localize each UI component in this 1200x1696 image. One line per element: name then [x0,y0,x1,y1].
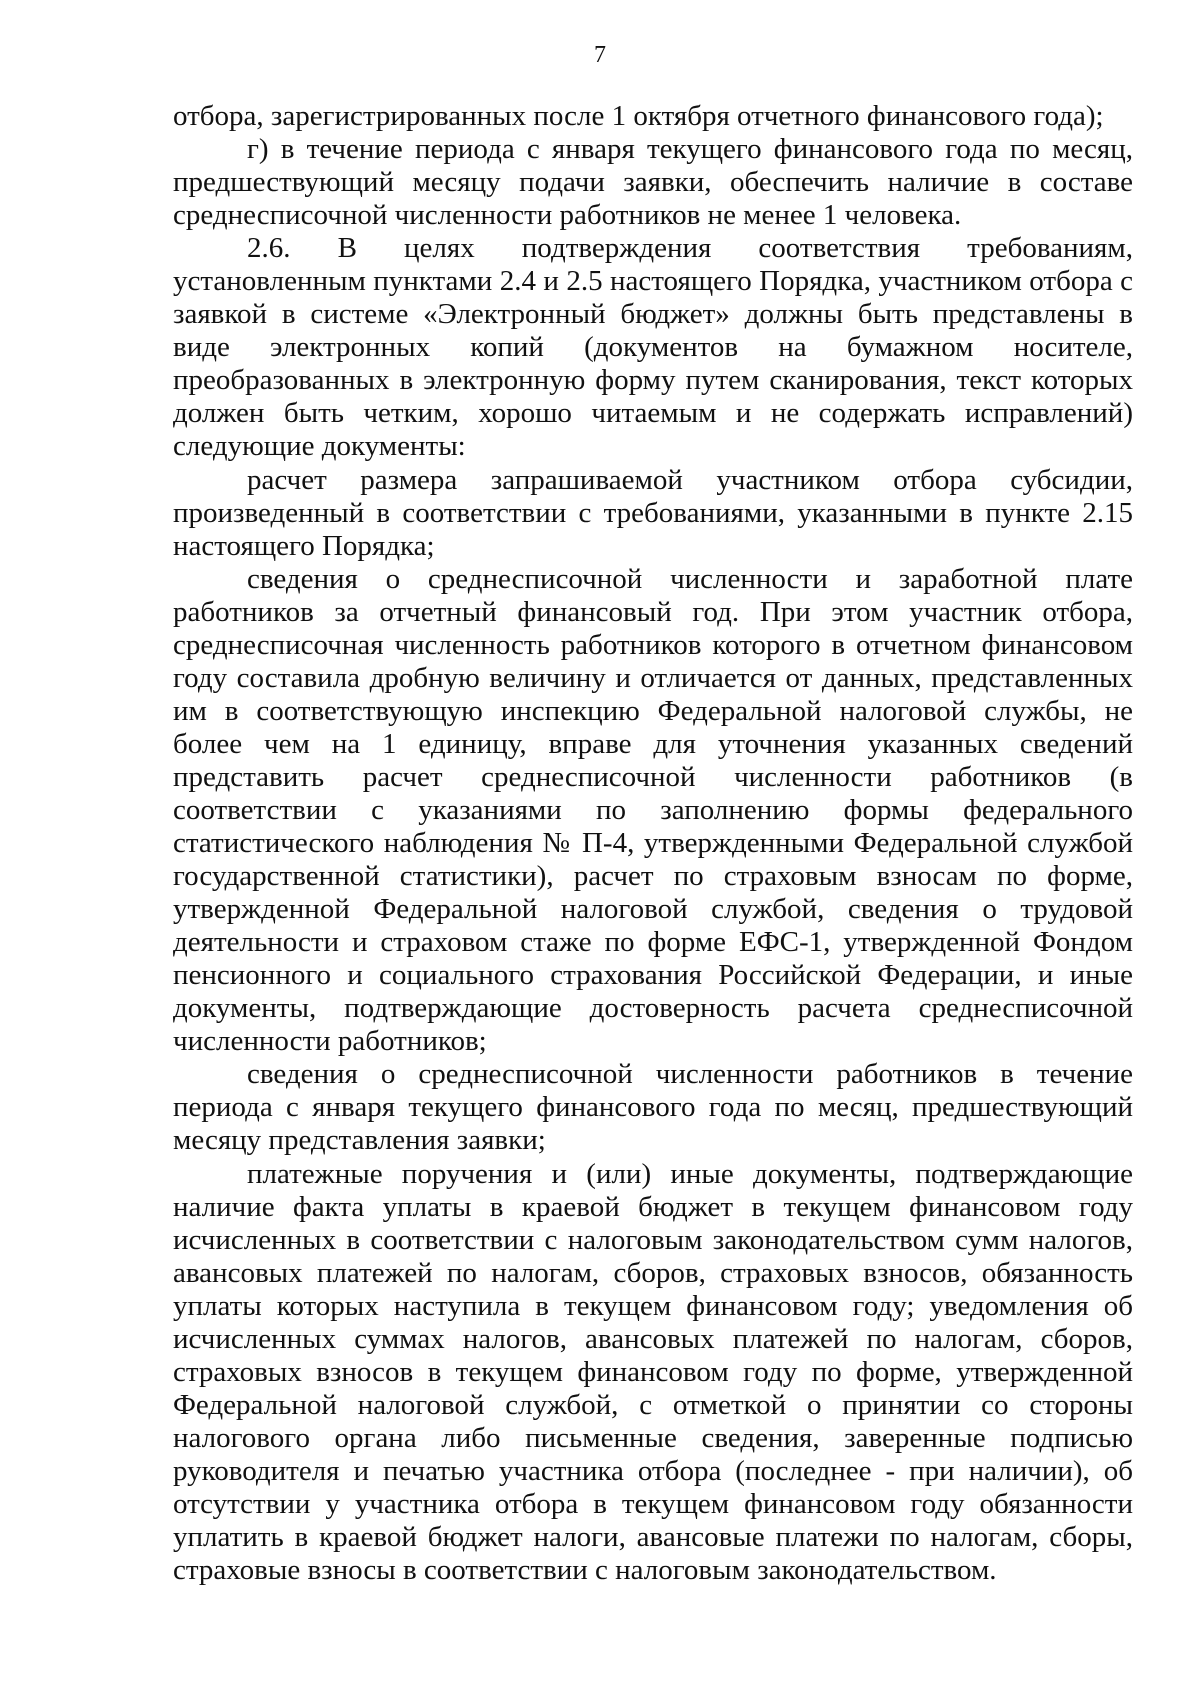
paragraph-headcount-current: сведения о среднесписочной численности работников в течение периода с января текущего финансового года по месяц, предшествующий месяцу представления заявки; [173,1058,1133,1157]
paragraph-item-g: г) в течение периода с января текущего финансового года по месяц, предшествующий месяцу подачи заявки, обеспечить наличие в составе среднесписочной численности работников не менее 1 человека. [173,133,1133,232]
document-body [173,100,1133,1587]
paragraph-payment-orders: платежные поручения и (или) иные документы, подтверждающие наличие факта уплаты в краевой бюджет в текущем финансовом году исчисленных в соответствии с налоговым законодательством сумм налогов, авансовых платежей по налогам, сборов, страховых взносов, обязанность уплаты которых наступила в текущем финансовом году; уведомления об исчисленных суммах налогов, авансовых платежей по налогам, сборов, страховых взносов в текущем финансовом году по форме, утвержденной Федеральной налоговой службой, с отметкой о принятии со стороны налогового органа либо письменные сведения, заверенные подписью руководителя и печатью участника отбора (последнее - при наличии), об отсутствии у участника отбора в текущем финансовом году обязанности уплатить в краевой бюджет налоги, авансовые платежи по налогам, сборы, страховые взносы в соответствии с налоговым законодательством. [173,1157,1133,1587]
paragraph-clause-2-6: 2.6. В целях подтверждения соответствия требованиям, установленным пунктами 2.4 и 2.5 настоящего Порядка, участником отбора с заявкой в системе «Электронный бюджет» должны быть представлены в виде электронных копий (документов на бумажном носителе, преобразованных в электронную форму путем сканирования, текст которых должен быть четким, хорошо читаемым и не содержать исправлений) следующие документы: [173,232,1133,463]
paragraph-headcount-salary: сведения о среднесписочной численности и заработной плате работников за отчетный финансовый год. При этом участник отбора, среднесписочная численность работников которого в отчетном финансовом году составила дробную величину и отличается от данных, представленных им в соответствующую инспекцию Федеральной налоговой службы, не более чем на 1 единицу, вправе для уточнения указанных сведений представить расчет среднесписочной численности работников (в соответствии с указаниями по заполнению формы федерального статистического наблюдения № П-4, утвержденными Федеральной службой государственной статистики), расчет по страховым взносам по форме, утвержденной Федеральной налоговой службой, сведения о трудовой деятельности и страховом стаже по форме ЕФС-1, утвержденной Фондом пенсионного и социального страхования Российской Федерации, и иные документы, подтверждающие достоверность расчета среднесписочной численности работников; [173,562,1133,1058]
page-number: 7 [594,42,606,68]
paragraph-subsidy-calculation: расчет размера запрашиваемой участником отбора субсидии, произведенный в соответствии с требованиями, указанными в пункте 2.15 настоящего Порядка; [173,463,1133,562]
paragraph-continuation: отбора, зарегистрированных после 1 октября отчетного финансового года); [173,100,1104,132]
